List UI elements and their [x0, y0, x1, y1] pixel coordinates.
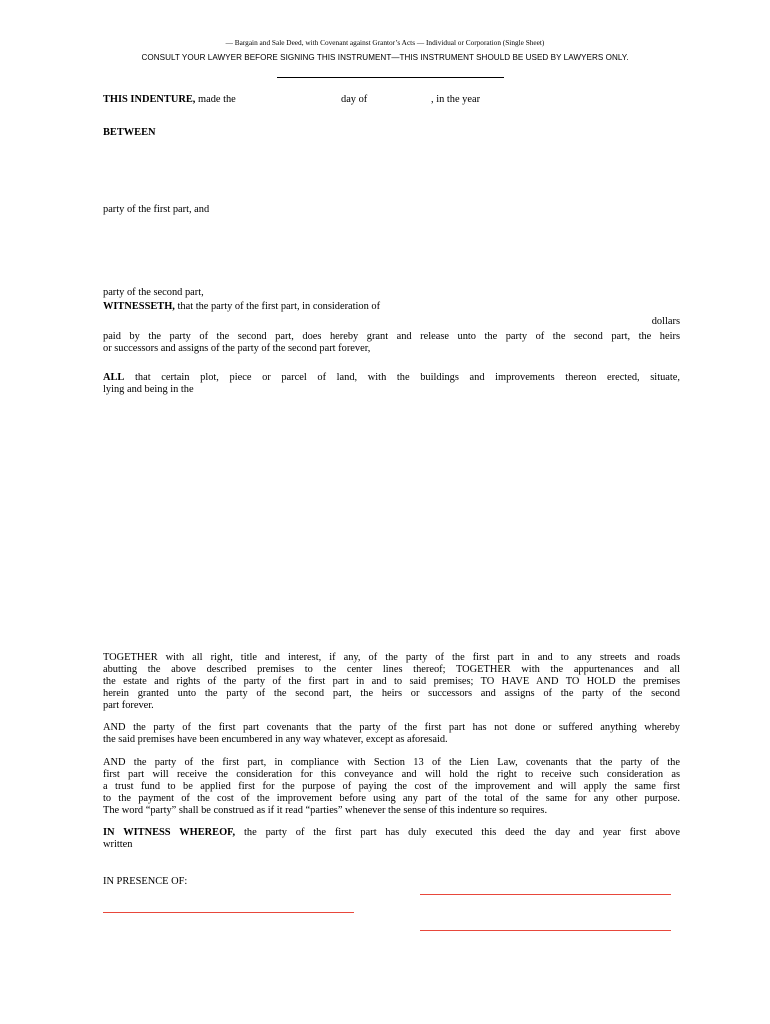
paragraph-line: abutting the above described premises to the center lines thereof; TOGETHER with the appurtenances and all: [103, 664, 680, 675]
indenture-lead: THIS INDENTURE,: [103, 94, 196, 105]
witness-signature-line[interactable]: [103, 912, 354, 913]
consult-lawyer-notice: CONSULT YOUR LAWYER BEFORE SIGNING THIS INSTRUMENT—THIS INSTRUMENT SHOULD BE USED BY LAWYERS ONLY.: [141, 53, 629, 62]
paragraph-line: part forever.: [103, 700, 154, 711]
all-lead: ALL: [103, 372, 125, 383]
paragraph-line: The word “party” shall be construed as if it read “parties” whenever the sense of this indenture so requires.: [103, 805, 548, 816]
covenant-paragraph: [103, 722, 680, 746]
day-of-label: day of: [341, 94, 368, 105]
between-heading: BETWEEN: [103, 127, 156, 138]
grant-paragraph: [103, 331, 680, 355]
form-title: — Bargain and Sale Deed, with Covenant against Grantor’s Acts — Individual or Corporation (Single Sheet): [225, 38, 545, 47]
paragraph-line: AND the party of the first part, in compliance with Section 13 of the Lien Law, covenants that the party of the: [103, 757, 680, 768]
witness-whereof-paragraph: [103, 827, 680, 851]
lien-law-paragraph: [103, 757, 680, 817]
header-divider: [277, 77, 504, 78]
paragraph-line: to the payment of the cost of the improvement before using any part of the total of the same for any other purpose.: [103, 793, 680, 804]
together-paragraph: [103, 652, 680, 712]
paragraph-line: [103, 827, 680, 839]
in-presence-of-label: IN PRESENCE OF:: [103, 876, 188, 887]
grantor-signature-line-1[interactable]: [420, 894, 671, 895]
grantor-signature-line-2[interactable]: [420, 930, 671, 931]
indenture-made: made the: [198, 94, 236, 105]
witnesseth-line: [103, 301, 380, 313]
second-party-label: party of the second part,: [103, 287, 204, 298]
paragraph-line: herein granted unto the party of the second part, the heirs or successors and assigns of the party of the second: [103, 688, 680, 699]
paragraph-line: lying and being in the: [103, 384, 194, 395]
witness-lead: IN WITNESS WHEREOF,: [103, 827, 236, 838]
first-party-label: party of the first part, and: [103, 204, 210, 215]
paragraph-line: TOGETHER with all right, title and interest, if any, of the party of the first part in and to any streets and roads: [103, 652, 680, 663]
in-the-year-label: , in the year: [431, 94, 481, 105]
paragraph-line: paid by the party of the second part, does hereby grant and release unto the party of the second part, the heirs: [103, 331, 680, 342]
paragraph-line: first part will receive the consideration for this conveyance and will hold the right to receive such consideration as: [103, 769, 680, 780]
paragraph-line: [103, 372, 680, 384]
paragraph-line: AND the party of the first part covenants that the party of the first part has not done or suffered anything whereby: [103, 722, 680, 733]
dollars-label: dollars: [651, 316, 680, 327]
all-text: that certain plot, piece or parcel of land, with the buildings and improvements thereon erected, situate,: [135, 372, 680, 383]
paragraph-line: written: [103, 839, 133, 850]
indenture-line: [103, 94, 236, 106]
witnesseth-text: that the party of the first part, in consideration of: [177, 301, 381, 312]
all-paragraph: [103, 372, 680, 396]
paragraph-line: or successors and assigns of the party of the second part forever,: [103, 343, 371, 354]
witness-text: the party of the first part has duly executed this deed the day and year first above: [244, 827, 680, 838]
witnesseth-lead: WITNESSETH,: [103, 301, 175, 312]
paragraph-line: the estate and rights of the party of the first part in and to said premises; TO HAVE AND TO HOLD the premises: [103, 676, 680, 687]
paragraph-line: a trust fund to be applied first for the purpose of paying the cost of the improvement and will apply the same first: [103, 781, 680, 792]
paragraph-line: the said premises have been encumbered in any way whatever, except as aforesaid.: [103, 734, 448, 745]
